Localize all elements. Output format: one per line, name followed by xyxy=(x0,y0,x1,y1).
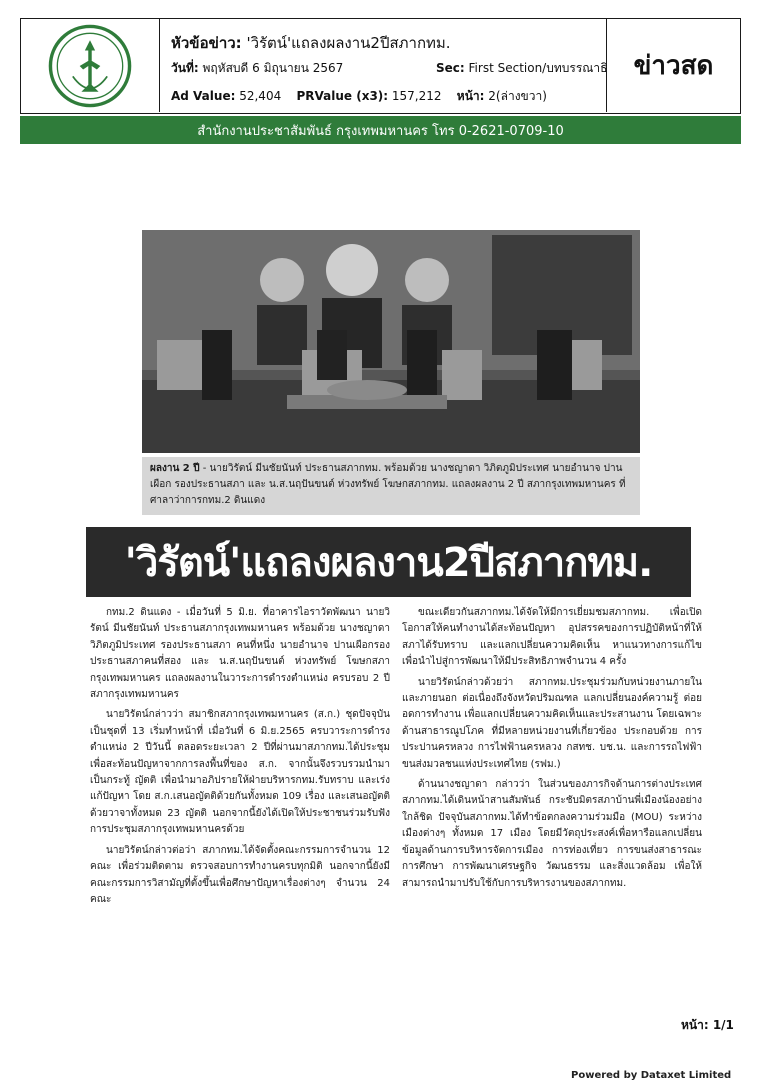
pr-value-label: PRValue (x3): xyxy=(296,89,389,103)
article-banner-title: 'วิรัตน์'แถลงผลงาน2ปีสภากทม. xyxy=(86,527,691,597)
newspaper-source: ข่าวสด xyxy=(606,19,740,112)
clipping-header xyxy=(20,18,741,114)
date-row xyxy=(171,59,343,78)
article-column-left xyxy=(90,605,390,912)
page-value: 2(ล่างขวา) xyxy=(488,89,547,103)
headline-label: หัวข้อข่าว: xyxy=(171,34,242,52)
article-paragraph: กทม.2 ดินแดง - เมื่อวันที่ 5 มิ.ย. ที่อาคารไอราวัตพัฒนา นายวิรัตน์ มีนชัยนันท์ ประธานสภากรุงเทพมหานคร พร้อมด้วย นางชญาดา วิภิตภูมิประเทศ รองประธานสภา คนที่หนึ่ง นายอำนาจ ปานเผือกรองประธานสภาคนที่สอง และ น.ส.นฤปันขนต์ ห่วงทรัพย์ โฆษกสภากรุงเทพมหานคร แถลงผลงานในวาระการดำรงตำแหน่ง ครบรอบ 2 ปี สภากรุงเทพมหานคร xyxy=(90,607,390,701)
headline-row xyxy=(171,31,451,55)
ad-value-label: Ad Value: xyxy=(171,89,236,103)
office-bar: สำนักงานประชาสัมพันธ์ กรุงเทพมหานคร โทร 0-2621-0709-10 xyxy=(20,116,741,144)
article-paragraph: ด้านนางชญาดา กล่าวว่า ในส่วนของภารกิจด้านการต่างประเทศ สภากทม.ได้เดินหน้าสานสัมพันธ์ กระชับมิตรสภาบ้านพี่เมืองน้องอย่างใกล้ชิด ปัจจุบันสภากทม.ได้ทำข้อตกลงความร่วมมือ (MOU) ระหว่างเมืองต่างๆ ทั้งหมด 17 เมือง โดยมีวัตถุประสงค์เพื่อหารือแลกเปลี่ยนข้อมูลด้านการบริหารจัดการเมือง การท่องเที่ยว การขนส่งสาธารณะ การศึกษา การพัฒนาเศรษฐกิจ วัฒนธรรม และสิ่งแวดล้อม เพื่อให้สามารถนำมาปรับใช้กับการบริหารงานของสภากทม. xyxy=(402,779,702,889)
caption-text: - นายวิรัตน์ มีนชัยนันท์ ประธานสภากทม. พร้อมด้วย นางชญาดา วิภิตภูมิประเทศ นายอำนาจ ปานเผือก รองประธานสภา และ น.ส.นฤปันขนต์ ห่วงทรัพย์ โฆษกสภากทม. แถลงผลงาน 2 ปี สภากรุงเทพมหานคร ที่ศาลาว่าการกทม.2 ดินแดง xyxy=(150,463,626,506)
caption-lead: ผลงาน 2 ปี xyxy=(150,463,200,474)
powered-by: Powered by Dataxet Limited xyxy=(571,1070,732,1081)
section-label: Sec: xyxy=(436,61,465,75)
page-label: หน้า: xyxy=(456,89,485,103)
page-number: หน้า: 1/1 xyxy=(681,1018,734,1032)
date-label: วันที่: xyxy=(171,61,199,75)
ad-value: 52,404 xyxy=(239,89,282,103)
headline-text: 'วิรัตน์'แถลงผลงาน2ปีสภากทม. xyxy=(246,34,451,52)
logo-cell xyxy=(21,19,160,112)
clipping-meta xyxy=(171,25,611,109)
article-column-right xyxy=(402,605,702,896)
section-value: First Section/บทบรรณาธิ xyxy=(468,61,608,75)
article-paragraph: นายวิรัตน์กล่าวว่า สมาชิกสภากรุงเทพมหานคร (ส.ก.) ชุดปัจจุบัน เป็นชุดที่ 13 เริ่มทำหน้าที่ เมื่อวันที่ 6 มิ.ย.2565 ครบวาระการดำรงตำแหน่ง 2 ปีวันนี้ ตลอดระยะเวลา 2 ปีที่ผ่านมาสภากทม.ได้ประชุมเพื่อสะท้อนปัญหาจากการลงพื้นที่ของ ส.ก. จากนั้นจึงรวบรวมนำมาเป็นกระทู้ ญัตติ เพื่อนำมาอภิปรายให้ฝ่ายบริหารกทม.รับทราบ และเร่งแก้ปัญหา โดย ส.ก.เสนอญัตติด้วยกันทั้งหมด 109 เรื่อง และเสนอญัตติด้วยวาจาทั้งหมด 23 ญัตติ นอกจากนี้ยังได้เปิดให้ประชาชนร่วมรับฟังการประชุมสภากรุงเทพมหานครด้วย xyxy=(90,709,390,836)
article-paragraph: ขณะเดียวกันสภากทม.ได้จัดให้มีการเยี่ยมชมสภากทม. เพื่อเปิดโอกาสให้คนทำงานได้สะท้อนปัญหา อุปสรรคของการปฏิบัติหน้าที่ให้สภาได้รับทราบ และแลกเปลี่ยนความคิดเห็น หาแนวทางการแก้ไข เพื่อนำไปสู่การพัฒนาให้มีประสิทธิภาพจำนวน 4 ครั้ง xyxy=(402,607,702,668)
pr-value: 157,212 xyxy=(391,89,442,103)
photo-caption xyxy=(142,457,640,515)
news-photo xyxy=(142,230,640,453)
bangkok-city-seal-icon xyxy=(47,23,133,109)
section-row xyxy=(436,59,607,78)
date-value: พฤหัสบดี 6 มิถุนายน 2567 xyxy=(202,61,344,75)
article-paragraph: นายวิรัตน์กล่าวต่อว่า สภากทม.ได้จัดตั้งคณะกรรมการจำนวน 12 คณะ เพื่อร่วมติดตาม ตรวจสอบการทำงานครบทุกมิติ นอกจากนี้ยังมีคณะกรรมการวิสามัญที่ตั้งขึ้นเพื่อศึกษาปัญหาเรื่องต่างๆ จำนวน 24 คณะ xyxy=(90,844,390,905)
article-paragraph: นายวิรัตน์กล่าวด้วยว่า สภากทม.ประชุมร่วมกับหน่วยงานภายในและภายนอก ต่อเนื่องถึงจังหวัดปริมณฑล แลกเปลี่ยนองค์ความรู้ ต่อยอดการทำงาน เพื่อแลกเปลี่ยนความคิดเห็นและประสานงาน โดยเฉพาะด้านสาธารณูปโภค ที่มีหลายหน่วยงานที่เกี่ยวข้อง ประกอบด้วย การประปานครหลวง การไฟฟ้านครหลวง กสทช. บช.น. และการรถไฟฟ้าขนส่งมวลชนแห่งประเทศไทย (รฟม.) xyxy=(402,676,702,770)
value-row xyxy=(171,87,547,106)
press-conference-photo xyxy=(142,230,640,453)
